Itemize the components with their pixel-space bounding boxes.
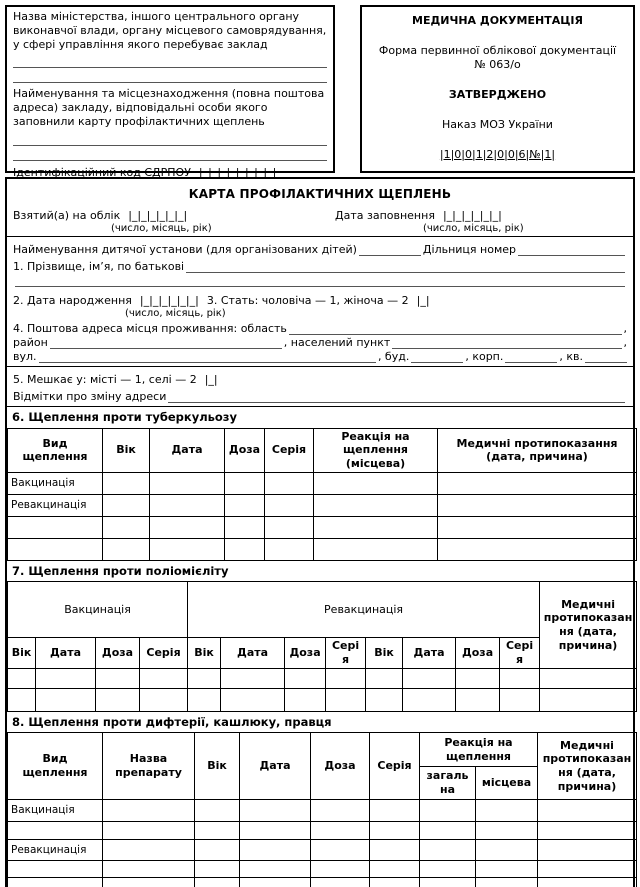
cell: [140, 688, 188, 711]
address-line-1: [13, 321, 627, 335]
cell: [366, 668, 403, 688]
row-label: [8, 822, 103, 840]
cell: [225, 516, 265, 538]
fill-line: [585, 350, 627, 363]
column-header: Доза: [96, 638, 140, 669]
cell: [311, 861, 370, 878]
header-row: [8, 733, 637, 767]
personal-data-block: [7, 237, 633, 367]
fill-line: [15, 273, 625, 287]
child-institution-label: Найменування дитячої установи (для організованих дітей): [13, 242, 357, 256]
fill-line: [518, 243, 625, 256]
date-hint: (число, місяць, рік): [111, 222, 212, 234]
page-title: КАРТА ПРОФІЛАКТИЧНИХ ЩЕПЛЕНЬ: [188, 187, 452, 201]
column-header: Серія: [500, 638, 540, 669]
address-change-label: Відмітки про зміну адреси: [13, 389, 167, 403]
column-header: Дата: [36, 638, 96, 669]
cell: [240, 800, 311, 822]
cell: [103, 800, 195, 822]
column-header: Дата: [403, 638, 456, 669]
revaccination-group-header: Ревакцинація: [188, 582, 540, 638]
cell: [314, 516, 438, 538]
cell: [420, 878, 476, 887]
tuberculosis-table: [7, 428, 637, 561]
cell: [370, 822, 420, 840]
cell: [195, 800, 240, 822]
column-header: Серія: [326, 638, 366, 669]
cell: [438, 472, 637, 494]
full-name-label: 1. Прізвище, ім’я, по батькові: [13, 259, 185, 273]
registered-boxes: |_|_|_|_|_|_|: [128, 209, 188, 222]
building-label: , буд.: [377, 349, 410, 363]
card-body: [5, 177, 635, 887]
column-header: місцева: [476, 767, 538, 800]
edrpou-row: [13, 166, 327, 180]
contraindications-header: Медичні протипоказання (дата, причина): [540, 582, 637, 669]
comma: ,: [623, 335, 627, 349]
row-label: Ревакцинація: [8, 494, 103, 516]
cell: [366, 688, 403, 711]
cell: [103, 516, 150, 538]
cell: [265, 494, 314, 516]
row-label: Ревакцинація: [8, 840, 103, 861]
cell: [476, 800, 538, 822]
ministry-box: [5, 5, 335, 179]
cell: [221, 668, 285, 688]
name-line: [13, 256, 627, 273]
birth-date-hint-line: [13, 307, 627, 321]
cell: [195, 878, 240, 887]
street-label: вул.: [13, 349, 37, 363]
address-line-3: [13, 349, 627, 363]
fill-line: [186, 260, 625, 273]
ministry-label: Назва міністерства, іншого центрального органу виконавчої влади, органу місцевого самоврядування, у сфері управління якого перебуває заклад: [13, 10, 327, 51]
registered-label: Взятий(а) на облік: [13, 209, 121, 222]
row-label: [8, 538, 103, 560]
cell: [370, 800, 420, 822]
section6-title: 6. Щеплення проти туберкульозу: [7, 406, 633, 427]
cell: [188, 668, 221, 688]
reaction-group-header: Реакція на щеплення: [420, 733, 538, 767]
header-row: [8, 428, 637, 472]
residence-block: [7, 367, 633, 406]
vaccination-group-header: Вакцинація: [8, 582, 188, 638]
column-header: Доза: [225, 428, 265, 472]
cell: [150, 538, 225, 560]
edrpou-label: Ідентифікаційний код ЄДРПОУ: [13, 165, 191, 179]
form-number: № 063/о: [474, 57, 521, 71]
column-header: Доза: [456, 638, 500, 669]
diphtheria-table: [7, 732, 637, 887]
cell: [311, 822, 370, 840]
form-label: Форма первинної облікової документації: [378, 44, 617, 58]
fill-line: [168, 390, 625, 403]
table-row: [8, 668, 637, 688]
cell: [221, 688, 285, 711]
fill-date-label: Дата заповнення: [335, 209, 435, 222]
cell: [538, 861, 637, 878]
institution-line: [13, 239, 627, 256]
table-row: [8, 688, 637, 711]
institution-address-label: Найменування та місцезнаходження (повна поштова адреса) закладу, відповідальні особи якого заповнили карту профілактичних щеплень: [13, 87, 325, 128]
fill-line: [505, 350, 557, 363]
cell: [476, 861, 538, 878]
row-label: [8, 861, 103, 878]
cell: [36, 668, 96, 688]
form-info: [368, 44, 627, 72]
cell: [538, 878, 637, 887]
cell: [265, 516, 314, 538]
column-header: Реакція на щеплення (місцева): [314, 428, 438, 472]
comma: ,: [623, 321, 627, 335]
cell: [195, 840, 240, 861]
column-header: Дата: [150, 428, 225, 472]
cell: [225, 494, 265, 516]
cell: [140, 668, 188, 688]
column-header: Дата: [240, 733, 311, 800]
cell: [240, 878, 311, 887]
residence-box: |_|: [204, 372, 218, 386]
column-header: Вид щеплення: [8, 733, 103, 800]
postal-address-label: 4. Поштова адреса місця проживання: область: [13, 321, 287, 335]
column-header: Вік: [188, 638, 221, 669]
cell: [150, 494, 225, 516]
column-header: Вид щеплення: [8, 428, 103, 472]
cell: [225, 472, 265, 494]
cell: [420, 800, 476, 822]
column-header: Вік: [8, 638, 36, 669]
column-header: загальна: [420, 767, 476, 800]
edrpou-boxes: |_|_|_|_|_|_|_|_|: [198, 165, 277, 179]
table-row: [8, 516, 637, 538]
cell: [438, 538, 637, 560]
column-header: Вік: [103, 428, 150, 472]
column-header: Дата: [221, 638, 285, 669]
sex-label: 3. Стать: чоловіча — 1, жіноча — 2: [206, 293, 409, 307]
polio-table: [7, 581, 637, 712]
cell: [311, 878, 370, 887]
cell: [403, 688, 456, 711]
column-header: Вік: [366, 638, 403, 669]
cell: [314, 494, 438, 516]
fill-date-boxes: |_|_|_|_|_|_|: [442, 209, 502, 222]
cell: [150, 516, 225, 538]
order-label: Наказ МОЗ України: [442, 118, 553, 132]
cell: [314, 538, 438, 560]
cell: [195, 861, 240, 878]
cell: [96, 688, 140, 711]
header-boxes: [5, 5, 635, 179]
fill-line: [13, 146, 327, 161]
contraindications-header: Медичні протипоказання (дата, причина): [538, 733, 637, 800]
cell: [265, 538, 314, 560]
cell: [103, 538, 150, 560]
date-hint: (число, місяць, рік): [125, 307, 226, 319]
cell: [240, 861, 311, 878]
district-label: Дільниця номер: [422, 242, 516, 256]
cell: [370, 840, 420, 861]
cell: [195, 822, 240, 840]
cell: [265, 472, 314, 494]
cell: [36, 688, 96, 711]
cell: [311, 800, 370, 822]
cell: [103, 878, 195, 887]
cell: [188, 688, 221, 711]
cell: [285, 688, 326, 711]
cell: [103, 472, 150, 494]
section8-title: 8. Щеплення проти дифтерії, кашлюку, правця: [12, 714, 332, 729]
cell: [500, 688, 540, 711]
column-header: Медичні протипоказання (дата, причина): [438, 428, 637, 472]
cell: [456, 688, 500, 711]
cell: [370, 861, 420, 878]
cell: [538, 822, 637, 840]
column-header: Доза: [311, 733, 370, 800]
cell: [403, 668, 456, 688]
block-label: , корп.: [465, 349, 504, 363]
fill-line: [13, 133, 327, 146]
row-label: [8, 516, 103, 538]
birth-date-boxes: |_|_|_|_|_|_|: [139, 293, 199, 307]
table-row: [8, 861, 637, 878]
cell: [326, 688, 366, 711]
registration-block: [7, 205, 633, 237]
column-header: Серія: [265, 428, 314, 472]
cell: [538, 800, 637, 822]
settlement-label: , населений пункт: [283, 335, 391, 349]
column-header: Назва препарату: [103, 733, 195, 800]
cell: [240, 822, 311, 840]
section7-title: 7. Щеплення проти поліомієліту: [12, 563, 229, 578]
row-label: [8, 878, 103, 887]
registered-field: [13, 209, 335, 235]
cell: [420, 861, 476, 878]
column-header: Серія: [140, 638, 188, 669]
row-label: Вакцинація: [8, 472, 103, 494]
cell: [540, 688, 637, 711]
sex-box: |_|: [416, 293, 430, 307]
table-row: [8, 878, 637, 887]
cell: [103, 840, 195, 861]
fill-line: [50, 336, 282, 349]
table-row: [8, 840, 637, 861]
rayon-label: район: [13, 335, 48, 349]
cell: [96, 668, 140, 688]
group-header-row: [8, 582, 637, 638]
column-header: Серія: [370, 733, 420, 800]
fill-date-field: [335, 209, 627, 235]
cell: [326, 668, 366, 688]
cell: [438, 516, 637, 538]
order-code: |1|0|0|1|2|0|0|6|№|1|: [439, 148, 556, 162]
fill-line: [411, 350, 463, 363]
cell: [540, 668, 637, 688]
cell: [225, 538, 265, 560]
cell: [240, 840, 311, 861]
cell: [150, 472, 225, 494]
fill-line: [289, 322, 622, 335]
cell: [103, 494, 150, 516]
cell: [476, 822, 538, 840]
column-header: Доза: [285, 638, 326, 669]
fill-line: [13, 55, 327, 68]
approved-label: ЗАТВЕРДЖЕНО: [448, 88, 547, 101]
cell: [456, 668, 500, 688]
column-header: Вік: [195, 733, 240, 800]
fill-line: [359, 243, 421, 256]
birth-sex-line: [13, 290, 627, 307]
cell: [438, 494, 637, 516]
date-hint: (число, місяць, рік): [423, 222, 524, 234]
residence-label: 5. Мешкає у: місті — 1, селі — 2: [13, 372, 197, 386]
cell: [420, 822, 476, 840]
cell: [476, 840, 538, 861]
address-line-2: [13, 335, 627, 349]
fill-line: [13, 68, 327, 83]
table-row: [8, 800, 637, 822]
table-row: [8, 472, 637, 494]
residence-line: [13, 369, 627, 386]
address-change-line: [13, 386, 627, 403]
cell: [8, 688, 36, 711]
cell: [538, 840, 637, 861]
apartment-label: , кв.: [559, 349, 583, 363]
cell: [311, 840, 370, 861]
cell: [314, 472, 438, 494]
doc-title: МЕДИЧНА ДОКУМЕНТАЦІЯ: [412, 14, 583, 27]
fill-line: [39, 350, 376, 363]
cell: [370, 878, 420, 887]
cell: [8, 668, 36, 688]
row-label: Вакцинація: [8, 800, 103, 822]
cell: [500, 668, 540, 688]
cell: [285, 668, 326, 688]
cell: [103, 822, 195, 840]
table-row: [8, 494, 637, 516]
table-row: [8, 822, 637, 840]
cell: [103, 861, 195, 878]
cell: [420, 840, 476, 861]
doc-info-box: [360, 5, 635, 173]
birth-date-label: 2. Дата народження: [13, 293, 132, 307]
table-row: [8, 538, 637, 560]
cell: [476, 878, 538, 887]
fill-line: [392, 336, 621, 349]
